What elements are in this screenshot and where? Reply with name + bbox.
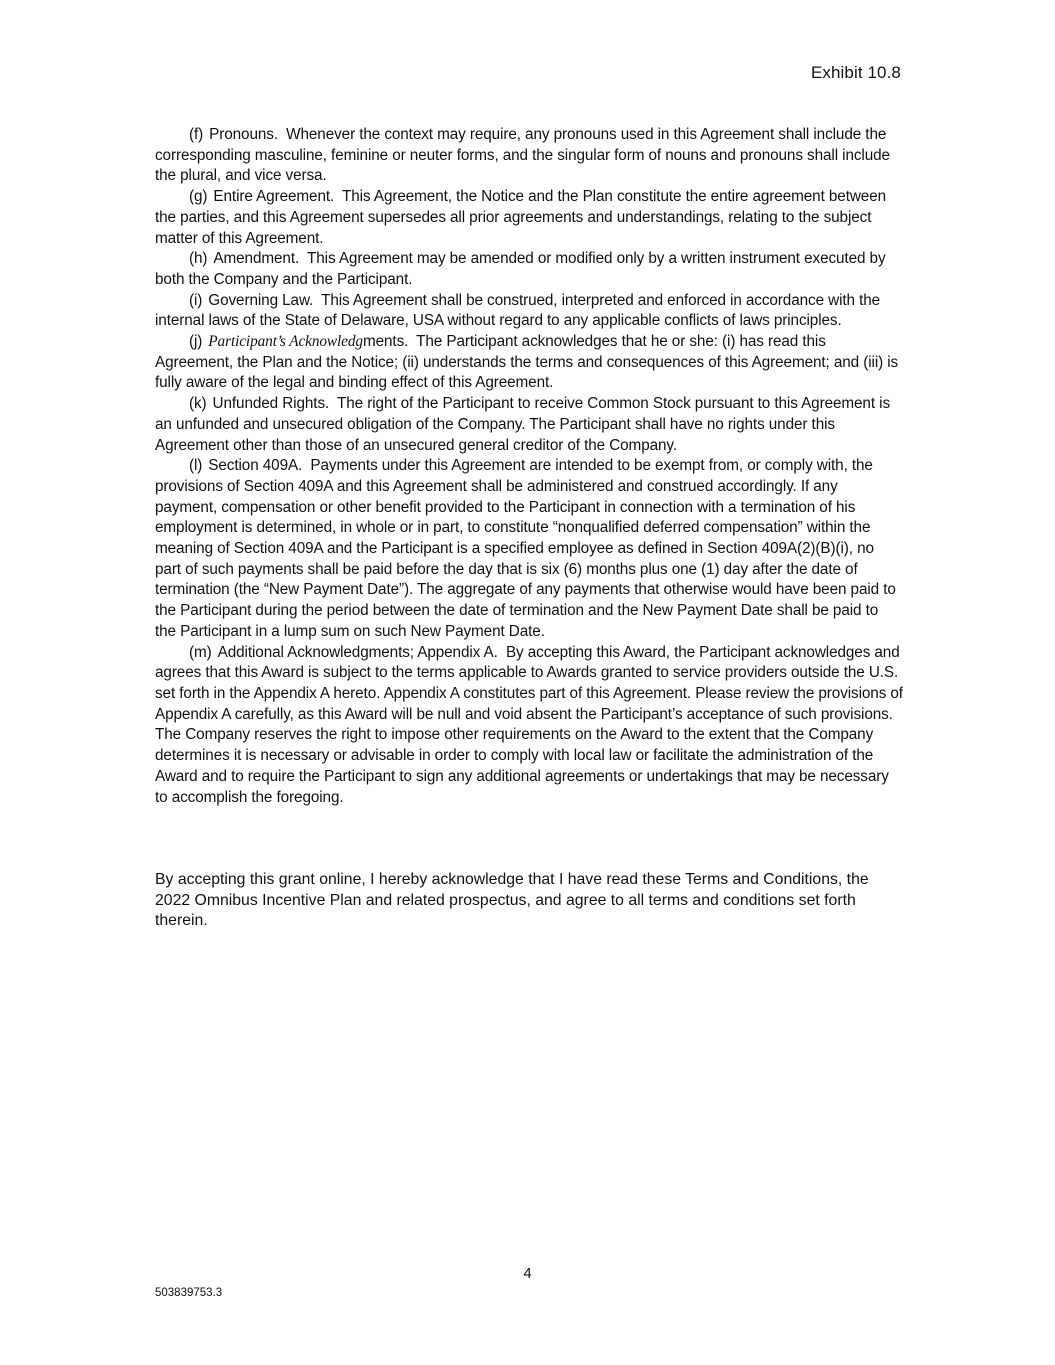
section-heading: Pronouns. <box>209 126 278 143</box>
page-number: 4 <box>523 1265 532 1282</box>
section-heading: Additional Acknowledgments; Appendix A. <box>217 643 498 661</box>
section-unfunded-rights <box>155 394 903 456</box>
section-heading: Section 409A. <box>208 457 303 475</box>
agreement-body <box>155 125 903 808</box>
section-participants-acknowledgments <box>155 332 903 394</box>
section-heading: Governing Law. <box>208 291 314 309</box>
section-amendment <box>155 249 903 290</box>
section-number: (i) <box>189 291 203 309</box>
section-text: The Participant acknowledges that he or she: (i) has read this Agreement, the Plan and the Notice; (ii) understands the terms and consequences of this Agreement; and (iii) is fully aware of the legal and binding effect of this Agreement. <box>155 333 899 392</box>
section-pronouns <box>155 125 903 187</box>
section-409a <box>155 456 903 642</box>
section-entire-agreement <box>155 187 903 249</box>
section-number: (g) <box>189 188 208 206</box>
section-heading: Unfunded Rights. <box>212 395 330 413</box>
section-heading-italic: Participant’s Acknowledg <box>208 333 363 351</box>
section-number: (k) <box>189 395 207 413</box>
section-heading: ments. <box>362 333 409 351</box>
section-text: Whenever the context may require, any pronouns used in this Agreement shall include the corresponding masculine, feminine or neuter forms, and the singular form of nouns and pronouns shall include the plural, and vice versa. <box>155 126 890 185</box>
closing-acknowledgment: By accepting this grant online, I hereby acknowledge that I have read these Terms and Conditions, the 2022 Omnibus Incentive Plan and related prospectus, and agree to all terms and conditions set forth therein. <box>155 871 869 930</box>
document-id: 503839753.3 <box>155 1287 223 1299</box>
section-number: (m) <box>189 643 212 661</box>
section-text: This Agreement may be amended or modified only by a written instrument executed by both the Company and the Participant. <box>155 250 886 288</box>
section-text: The right of the Participant to receive Common Stock pursuant to this Agreement is an unfunded and unsecured obligation of the Company. The Participant shall have no rights under this Agreement other than those of an unsecured general creditor of the Company. <box>155 395 890 454</box>
section-heading: Amendment. <box>213 250 300 268</box>
section-text: Payments under this Agreement are intended to be exempt from, or comply with, the provisions of Section 409A and this Agreement shall be administered and construed accordingly. If any payment, compensation or other benefit provided to the Participant in connection with a termination of his employment is determined, in whole or in part, to constitute “nonqualified deferred compensation” within the meaning of Section 409A and the Participant is a specified employee as defined in Section 409A(2)(B)(i), no part of such payments shall be paid before the day that is six (6) months plus one (1) day after the date of termination (the “New Payment Date”). The aggregate of any payments that otherwise would have been paid to the Participant during the period between the date of termination and the New Payment Date shall be paid to the Participant in a lump sum on such New Payment Date. <box>155 457 896 640</box>
section-governing-law <box>155 291 903 332</box>
section-number: (l) <box>189 457 203 475</box>
section-additional-acknowledgments <box>155 643 903 809</box>
section-heading: Entire Agreement. <box>213 188 335 206</box>
section-number: (f) <box>189 126 204 143</box>
section-number: (h) <box>189 250 208 268</box>
section-text: This Agreement shall be construed, interpreted and enforced in accordance with the internal laws of the State of Delaware, USA without regard to any applicable conflicts of laws principles. <box>155 291 881 330</box>
section-text: This Agreement, the Notice and the Plan constitute the entire agreement between the parties, and this Agreement supersedes all prior agreements and understandings, relating to the subject matter of this Agreement. <box>155 188 887 247</box>
section-number: (j) <box>189 333 203 351</box>
section-text: By accepting this Award, the Participant acknowledges and agrees that this Award is subject to the terms applicable to Awards granted to service providers outside the U.S. set forth in the Appendix A hereto. Appendix A constitutes part of this Agreement. Please review the provisions of Appendix A carefully, as this Award will be null and void absent the Participant’s acceptance of such provisions. The Company reserves the right to impose other requirements on the Award to the extent that the Company determines it is necessary or advisable in order to comply with local law or facilitate the administration of the Award and to require the Participant to sign any additional agreements or undertakings that may be necessary to accomplish the foregoing. <box>155 643 903 806</box>
exhibit-label: Exhibit 10.8 <box>810 63 901 82</box>
